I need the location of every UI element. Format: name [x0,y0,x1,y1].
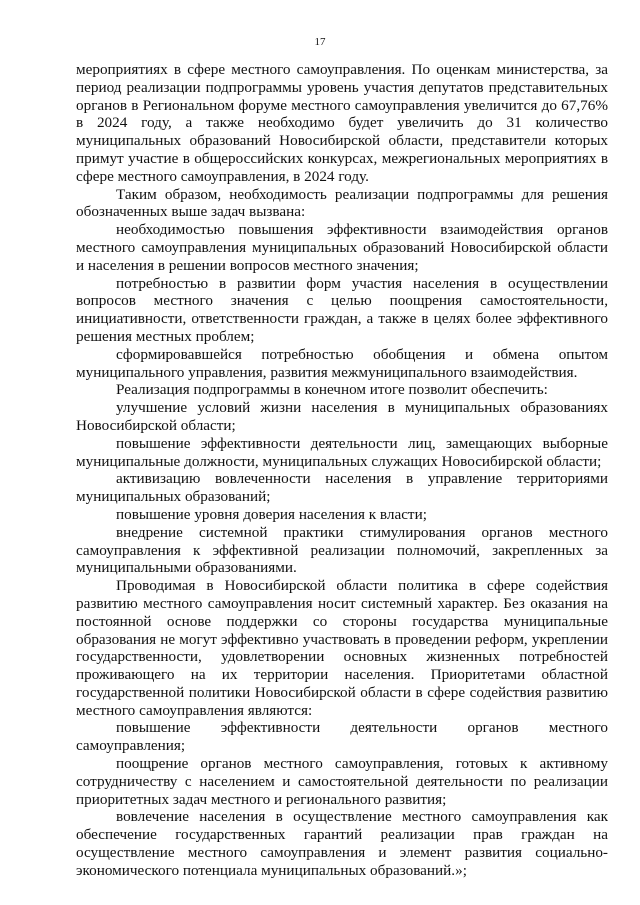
list-item-need-participation: потребностью в развитии форм участия населения в осуществлении вопросов местного значения с целью поощрения самостоятельности, инициативности, ответственности граждан, а также в целях более эффективного решения местных проблем; [76,274,608,345]
paragraph-conclusion: Таким образом, необходимость реализации подпрограммы для решения обозначенных выше задач вызвана: [76,185,608,221]
paragraph-results-intro: Реализация подпрограммы в конечном итоге позволит обеспечить: [116,381,548,399]
page-number: 17 [314,36,326,48]
document-body [76,61,608,880]
list-item-priority-efficiency: повышение эффективности деятельности органов местного самоуправления; [76,719,608,755]
paragraph-continuation: мероприятиях в сфере местного самоуправления. По оценкам министерства, за период реализации подпрограммы уровень участия депутатов представительных органов в Региональном форуме местного самоуправления увеличится до 67,76% в 2024 году, а также необходимо будет увеличить до 31 количество муниципальных образований Новосибирской области, представители которых примут участие в общероссийских конкурсах, межрегиональных мероприятиях в сфере местного самоуправления, в 2024 году. [76,61,608,185]
list-item-need-experience: сформировавшейся потребностью обобщения и обмена опытом муниципального управления, развития межмуниципального взаимодействия. [76,345,608,381]
list-item-result-stimulation: внедрение системной практики стимулирования органов местного самоуправления к эффективной реализации полномочий, закрепленных за муниципальными образованиями. [76,523,608,577]
list-item-priority-encouragement: поощрение органов местного самоуправления, готовых к активному сотрудничеству с населением и самостоятельной деятельности по реализации приоритетных задач местного и регионального развития; [76,755,608,808]
list-item-priority-involvement: вовлечение населения в осуществление местного самоуправления как обеспечение государственных гарантий реализации прав граждан на осуществление местного самоуправления и элемент развития социально-экономического потенциала муниципальных образований.»; [76,808,608,879]
list-item-result-activation: активизацию вовлеченности населения в управление территориями муниципальных образований; [76,470,608,506]
list-item-result-trust: повышение уровня доверия населения к власти; [116,505,427,523]
list-item-need-interaction: необходимостью повышения эффективности взаимодействия органов местного самоуправления муниципальных образований Новосибирской области и населения в решении вопросов местного значения; [76,221,608,274]
paragraph-policy: Проводимая в Новосибирской области политика в сфере содействия развитию местного самоуправления носит системный характер. Без оказания на постоянной основе поддержки со стороны государства муниципальные образования не могут эффективно участвовать в проведении реформ, укреплении государственности, удовлетворении основных жизненных потребностей проживающего на их территории населения. Приоритетами областной государственной политики Новосибирской области в сфере содействия развитию местного самоуправления являются: [76,577,608,719]
list-item-result-living: улучшение условий жизни населения в муниципальных образованиях Новосибирской области; [76,399,608,434]
list-item-result-efficiency: повышение эффективности деятельности лиц, замещающих выборные муниципальные должности, муниципальных служащих Новосибирской области; [76,434,608,470]
